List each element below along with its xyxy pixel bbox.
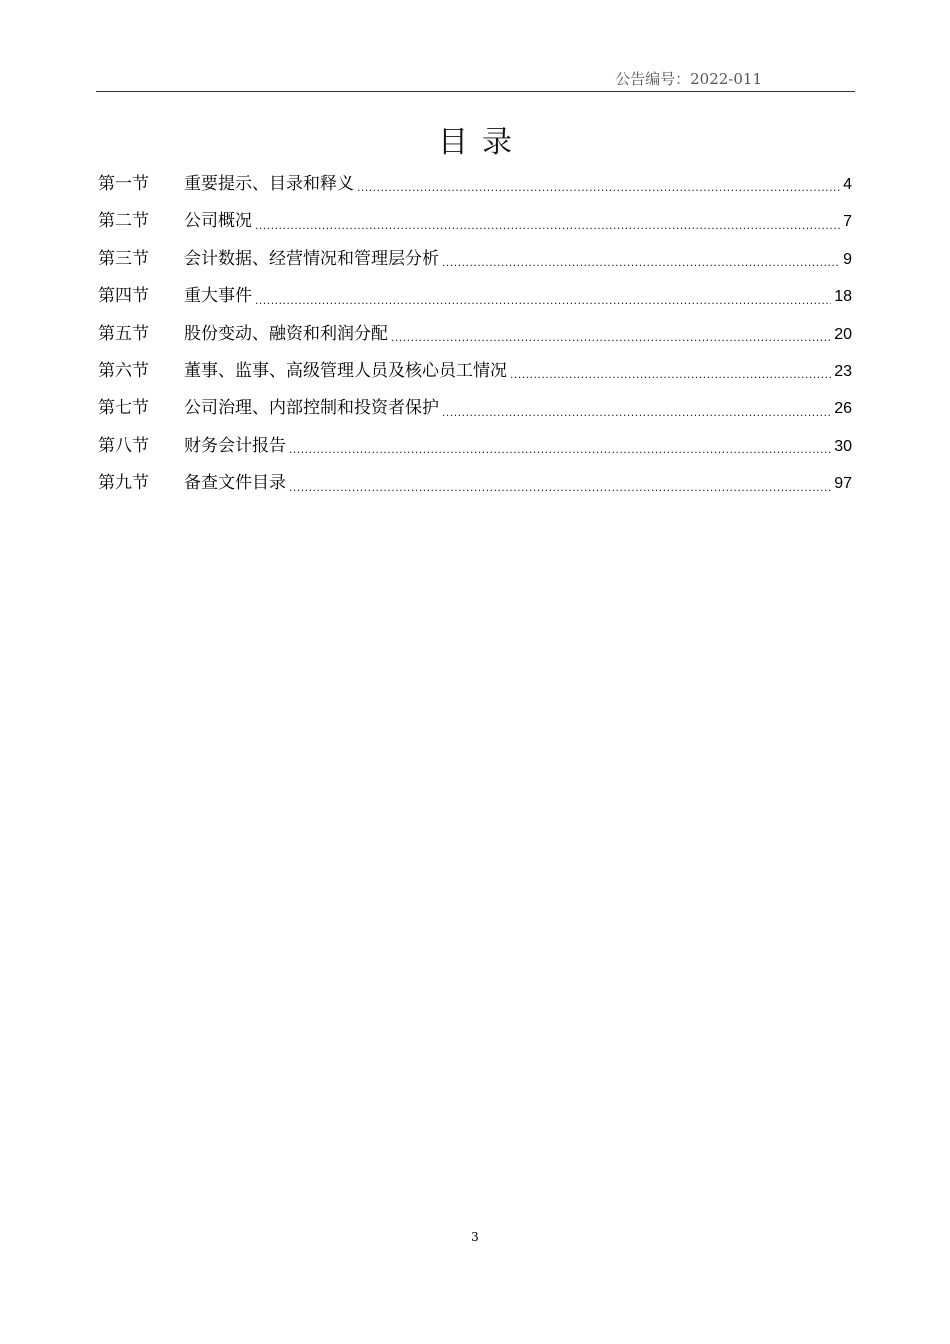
- toc-section-number: 第二节: [98, 211, 149, 232]
- dot-leader: [255, 278, 831, 315]
- toc-page-number: 26: [834, 400, 852, 418]
- toc-page-number: 30: [834, 437, 852, 455]
- dot-leader: [442, 241, 840, 278]
- header-divider: [96, 91, 855, 92]
- toc-page-number: 9: [843, 250, 852, 268]
- toc-section-title: 会计数据、经营情况和管理层分析: [184, 248, 439, 269]
- toc-page-number: 23: [834, 362, 852, 380]
- toc-section-number: 第七节: [98, 398, 149, 419]
- toc-section-number: 第八节: [98, 435, 149, 456]
- toc-section-title: 公司治理、内部控制和投资者保护: [184, 398, 439, 419]
- toc-page-number: 7: [843, 213, 852, 231]
- toc-section-title: 董事、监事、高级管理人员及核心员工情况: [184, 360, 507, 381]
- table-of-contents: [98, 166, 852, 503]
- toc-section-title: 财务会计报告: [184, 435, 286, 456]
- toc-page-number: 4: [843, 176, 852, 193]
- dot-leader: [289, 465, 831, 502]
- toc-entry[interactable]: [98, 353, 852, 390]
- toc-entry[interactable]: [98, 316, 852, 353]
- toc-section-title: 重大事件: [184, 286, 252, 307]
- toc-section-number: 第九节: [98, 473, 149, 494]
- toc-entry[interactable]: [98, 278, 852, 315]
- toc-page-number: 97: [834, 475, 852, 493]
- toc-page-number: 20: [834, 325, 852, 343]
- toc-entry[interactable]: [98, 166, 852, 203]
- toc-title: 目录: [438, 125, 526, 160]
- dot-leader: [442, 390, 831, 427]
- page-number: 3: [471, 1230, 479, 1244]
- toc-section-title: 公司概况: [184, 211, 252, 232]
- dot-leader: [255, 203, 840, 240]
- toc-section-title: 重要提示、目录和释义: [184, 174, 354, 194]
- toc-entry[interactable]: [98, 465, 852, 502]
- toc-page-number: 18: [834, 288, 852, 306]
- toc-entry[interactable]: [98, 390, 852, 427]
- toc-section-number: 第四节: [98, 286, 149, 307]
- toc-entry[interactable]: [98, 203, 852, 240]
- dot-leader: [391, 316, 831, 353]
- dot-leader: [510, 353, 831, 390]
- toc-section-title: 股份变动、融资和利润分配: [184, 323, 388, 344]
- toc-section-number: 第六节: [98, 360, 149, 381]
- toc-section-title: 备查文件目录: [184, 473, 286, 494]
- dot-leader: [357, 166, 840, 203]
- announcement-number: 公告编号：2022-011: [615, 70, 762, 88]
- toc-section-number: 第三节: [98, 248, 149, 269]
- toc-entry[interactable]: [98, 241, 852, 278]
- toc-section-number: 第一节: [98, 174, 149, 194]
- toc-section-number: 第五节: [98, 323, 149, 344]
- dot-leader: [289, 428, 831, 465]
- toc-entry[interactable]: [98, 428, 852, 465]
